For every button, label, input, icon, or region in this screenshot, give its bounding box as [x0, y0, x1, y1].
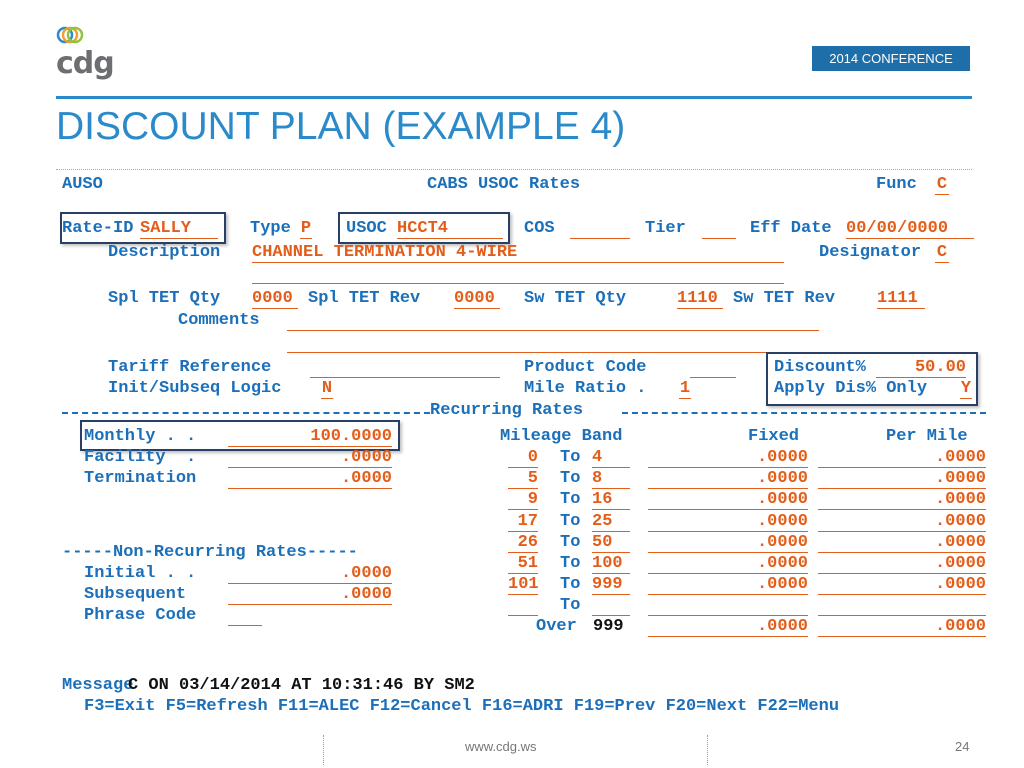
init-subseq-logic-field[interactable]: N — [321, 379, 333, 398]
band-per-mile-field[interactable]: .0000 — [818, 575, 986, 595]
band-per-mile-field[interactable] — [818, 596, 986, 616]
per-mile-label: Per Mile — [886, 427, 968, 446]
footer-url: www.cdg.ws — [465, 739, 537, 754]
band-to-label: To — [560, 512, 581, 531]
band-to-field[interactable]: 999 — [592, 575, 630, 595]
spl-tet-qty-label: Spl TET Qty — [108, 289, 221, 308]
band-fixed-field[interactable]: .0000 — [648, 512, 808, 532]
band-to-label: To — [560, 490, 581, 509]
fkey-f19[interactable]: F19=Prev — [573, 697, 656, 716]
system-id: AUSO — [62, 175, 103, 194]
band-to-field[interactable]: 16 — [592, 490, 630, 510]
rate-id-highlight-box — [60, 212, 226, 244]
type-label: Type — [250, 219, 291, 238]
mile-ratio-label: Mile Ratio . — [524, 379, 647, 398]
discount-field[interactable]: 50.00 — [876, 358, 966, 378]
initial-field[interactable]: .0000 — [228, 564, 392, 584]
func-field[interactable]: C — [936, 175, 948, 194]
tariff-reference-label: Tariff Reference — [108, 358, 272, 377]
usoc-label: USOC — [346, 219, 387, 238]
sw-tet-qty-label: Sw TET Qty — [524, 289, 627, 308]
band-from-field[interactable]: 5 — [508, 469, 538, 489]
over-value: 999 — [593, 617, 624, 636]
type-field[interactable]: P — [300, 219, 312, 238]
spl-tet-qty-field[interactable]: 0000 — [252, 289, 298, 309]
over-fixed-field[interactable]: .0000 — [648, 617, 808, 637]
over-per-mile-field[interactable]: .0000 — [818, 617, 986, 637]
product-code-label: Product Code — [524, 358, 647, 377]
comments-line2-field[interactable] — [287, 333, 819, 353]
mileage-band-label: Mileage Band — [500, 427, 623, 446]
band-to-field[interactable]: 50 — [592, 533, 630, 553]
recurring-divider-left — [62, 412, 430, 414]
monthly-field[interactable]: 100.0000 — [228, 427, 392, 447]
func-label: Func — [876, 175, 917, 194]
band-from-field[interactable]: 17 — [508, 512, 538, 532]
phrase-code-label: Phrase Code — [84, 606, 197, 625]
band-per-mile-field[interactable]: .0000 — [818, 533, 986, 553]
rate-id-label: Rate-ID — [62, 219, 134, 238]
usoc-field[interactable]: HCCT4 — [397, 219, 503, 239]
band-to-label: To — [560, 596, 581, 615]
band-from-field[interactable] — [508, 596, 538, 616]
mile-ratio-field[interactable]: 1 — [679, 379, 691, 398]
band-from-field[interactable]: 101 — [508, 575, 539, 594]
band-to-field[interactable]: 4 — [592, 448, 630, 468]
band-fixed-field[interactable]: .0000 — [648, 554, 808, 574]
band-to-label: To — [560, 575, 581, 594]
cos-field[interactable] — [570, 219, 630, 239]
sw-tet-qty-field[interactable]: 1110 — [677, 289, 723, 309]
facility-label: Facility . — [84, 448, 197, 467]
cos-label: COS — [524, 219, 555, 238]
monthly-label: Monthly . . — [84, 427, 197, 446]
monthly-highlight-box — [80, 420, 400, 451]
eff-date-field[interactable]: 00/00/0000 — [846, 219, 974, 239]
fkey-f11[interactable]: F11=ALEC — [277, 697, 360, 716]
band-to-field[interactable]: 25 — [592, 512, 630, 532]
rate-id-field[interactable]: SALLY — [140, 219, 218, 239]
function-key-bar — [84, 697, 839, 717]
band-to-label: To — [560, 448, 581, 467]
spl-tet-rev-field[interactable]: 0000 — [454, 289, 500, 309]
band-from-field[interactable]: 0 — [508, 448, 538, 468]
designator-field[interactable]: C — [936, 243, 948, 262]
band-per-mile-field[interactable]: .0000 — [818, 512, 986, 532]
subsequent-label: Subsequent — [84, 585, 187, 604]
phrase-code-field[interactable] — [228, 606, 262, 626]
spl-tet-rev-label: Spl TET Rev — [308, 289, 421, 308]
apply-dis-only-field[interactable]: Y — [960, 379, 972, 398]
band-from-field[interactable]: 51 — [508, 554, 538, 574]
fkey-f16[interactable]: F16=ADRI — [481, 697, 564, 716]
band-to-field[interactable]: 8 — [592, 469, 630, 489]
screen-title: CABS USOC Rates — [427, 175, 581, 194]
footer-separator-right — [707, 735, 708, 765]
band-to-label: To — [560, 533, 581, 552]
recurring-divider-right — [622, 412, 986, 414]
fkey-f22[interactable]: F22=Menu — [757, 697, 840, 716]
band-from-field[interactable]: 9 — [508, 490, 538, 510]
designator-label: Designator — [819, 243, 922, 262]
over-label: Over — [536, 617, 577, 636]
fkey-f3[interactable]: F3=Exit — [84, 697, 156, 716]
band-fixed-field[interactable]: .0000 — [648, 575, 808, 595]
page-title: DISCOUNT PLAN (EXAMPLE 4) — [56, 105, 626, 148]
description-label: Description — [108, 243, 221, 262]
band-fixed-field[interactable]: .0000 — [648, 533, 808, 553]
discount-label: Discount% — [774, 358, 866, 377]
band-fixed-field[interactable] — [648, 596, 808, 616]
tier-field[interactable] — [702, 219, 736, 239]
band-to-label: To — [560, 469, 581, 488]
termination-field[interactable]: .0000 — [228, 469, 392, 489]
description-line2-field[interactable] — [252, 264, 784, 284]
sw-tet-rev-field[interactable]: 1111 — [877, 289, 925, 309]
band-to-field[interactable]: 100 — [592, 554, 630, 574]
product-code-field[interactable] — [690, 358, 736, 378]
eff-date-label: Eff Date — [750, 219, 832, 238]
message-label: Message — [62, 676, 134, 695]
band-per-mile-field[interactable]: .0000 — [818, 554, 986, 574]
band-from-field[interactable]: 26 — [508, 533, 538, 553]
comments-field[interactable] — [287, 311, 819, 331]
footer-separator-left — [323, 735, 324, 765]
band-fixed-field[interactable]: .0000 — [648, 448, 808, 468]
termination-label: Termination — [84, 469, 197, 488]
fkey-f20[interactable]: F20=Next — [665, 697, 748, 716]
logo-text: cdg — [56, 46, 114, 81]
recurring-rates-header: Recurring Rates — [430, 401, 584, 420]
band-to-label: To — [560, 554, 581, 573]
band-per-mile-field[interactable]: .0000 — [818, 490, 986, 510]
usoc-highlight-box — [338, 212, 510, 244]
subsequent-field[interactable]: .0000 — [228, 585, 392, 605]
discount-highlight-box — [766, 352, 978, 406]
slide-footer — [0, 735, 1024, 765]
tier-label: Tier — [645, 219, 686, 238]
init-subseq-logic-label: Init/Subseq Logic — [108, 379, 282, 398]
fixed-label: Fixed — [748, 427, 800, 446]
band-per-mile-field[interactable]: .0000 — [818, 469, 986, 489]
apply-dis-only-label: Apply Dis% Only — [774, 379, 928, 398]
page-number: 24 — [955, 739, 970, 754]
initial-label: Initial . . — [84, 564, 197, 583]
description-field[interactable]: CHANNEL TERMINATION 4-WIRE — [252, 243, 784, 263]
band-fixed-field[interactable]: .0000 — [648, 469, 808, 489]
comments-label: Comments — [178, 311, 260, 330]
non-recurring-header: -----Non-Recurring Rates----- — [62, 543, 358, 562]
facility-field[interactable]: .0000 — [228, 448, 392, 468]
fkey-f12[interactable]: F12=Cancel — [369, 697, 472, 716]
band-per-mile-field[interactable]: .0000 — [818, 448, 986, 468]
band-fixed-field[interactable]: .0000 — [648, 490, 808, 510]
fkey-f5[interactable]: F5=Refresh — [165, 697, 268, 716]
conference-badge: 2014 CONFERENCE — [812, 46, 970, 71]
band-to-field[interactable] — [592, 596, 630, 616]
message-text: C ON 03/14/2014 AT 10:31:46 BY SM2 — [128, 676, 475, 695]
sw-tet-rev-label: Sw TET Rev — [733, 289, 836, 308]
tariff-reference-field[interactable] — [310, 358, 500, 378]
